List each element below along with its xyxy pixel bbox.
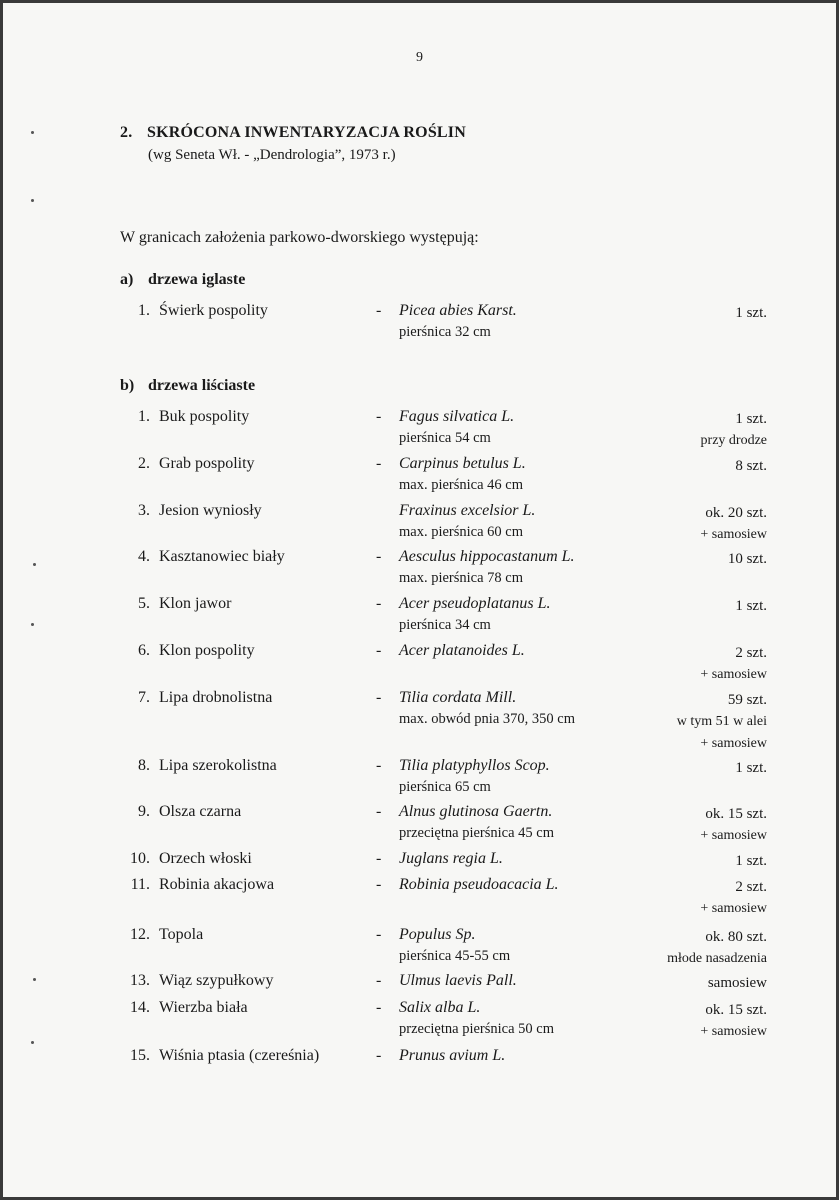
common-name: Olsza czarna — [159, 803, 242, 820]
row-number: 3. — [138, 502, 150, 519]
quantity-line: młode nasadzenia — [667, 951, 767, 966]
row-number: 5. — [138, 595, 150, 612]
heading-source: (wg Seneta Wł. - „Dendrologia”, 1973 r.) — [148, 147, 396, 163]
latin-name: Juglans regia L. — [399, 850, 503, 867]
quantity-line: ok. 15 szt. — [705, 1002, 767, 1018]
latin-name: Picea abies Karst. — [399, 302, 517, 319]
scan-speck — [31, 1041, 34, 1044]
category-heading — [120, 271, 245, 289]
quantity-line: + samosiew — [700, 736, 767, 751]
dash-separator: - — [376, 302, 382, 319]
quantity-line: 59 szt. — [727, 692, 767, 708]
quantity-cell — [735, 595, 767, 617]
quantity-cell — [735, 302, 767, 324]
dash-separator: - — [376, 876, 382, 893]
dash-separator: - — [376, 850, 382, 867]
common-name: Klon jawor — [159, 595, 232, 612]
common-name: Wiąz szypułkowy — [159, 972, 274, 989]
dash-separator: - — [376, 548, 382, 565]
measurement-note: pierśnica 34 cm — [399, 617, 491, 633]
measurement-note: pierśnica 32 cm — [399, 324, 491, 340]
dash-separator: - — [376, 1047, 382, 1064]
quantity-cell — [735, 850, 767, 872]
measurement-note: pierśnica 45-55 cm — [399, 948, 511, 964]
dash-separator: - — [376, 757, 382, 774]
scan-speck — [31, 131, 34, 134]
dash-separator: - — [376, 642, 382, 659]
quantity-line: 1 szt. — [735, 760, 767, 776]
category-letter: b) — [120, 377, 135, 394]
section-heading — [120, 124, 466, 142]
common-name: Topola — [159, 926, 204, 943]
scan-speck — [31, 623, 34, 626]
quantity-cell — [700, 803, 767, 847]
row-number: 12. — [130, 926, 150, 943]
latin-name: Aesculus hippocastanum L. — [399, 548, 575, 565]
common-name: Lipa drobnolistna — [159, 689, 273, 706]
quantity-line: + samosiew — [700, 667, 767, 682]
quantity-cell — [667, 926, 767, 970]
common-name: Jesion wyniosły — [159, 502, 262, 519]
quantity-cell — [700, 876, 767, 920]
latin-name: Populus Sp. — [399, 926, 476, 943]
latin-name: Carpinus betulus L. — [399, 455, 526, 472]
quantity-line: 1 szt. — [735, 853, 767, 869]
intro-paragraph: W granicach założenia parkowo-dworskiego występują: — [120, 229, 479, 246]
quantity-line: w tym 51 w alei — [676, 714, 767, 729]
row-number: 11. — [130, 876, 150, 893]
quantity-line: 2 szt. — [735, 879, 767, 895]
quantity-line: 1 szt. — [735, 305, 767, 321]
quantity-line: + samosiew — [700, 1024, 767, 1039]
common-name: Orzech włoski — [159, 850, 252, 867]
dash-separator: - — [376, 926, 382, 943]
common-name: Robinia akacjowa — [159, 876, 275, 893]
quantity-cell — [735, 455, 767, 477]
quantity-cell — [700, 642, 767, 686]
category-heading — [120, 377, 255, 395]
latin-name: Acer platanoides L. — [399, 642, 525, 659]
row-number: 2. — [138, 455, 150, 472]
category-title: drzewa liściaste — [148, 377, 256, 394]
dash-separator: - — [376, 455, 382, 472]
quantity-cell — [677, 689, 767, 755]
quantity-cell — [735, 757, 767, 779]
quantity-line: ok. 20 szt. — [705, 505, 767, 521]
scan-speck — [33, 563, 36, 566]
quantity-line: + samosiew — [700, 901, 767, 916]
latin-name: Prunus avium L. — [399, 1047, 506, 1064]
row-number: 1. — [138, 408, 150, 425]
dash-separator: - — [376, 972, 382, 989]
latin-name: Ulmus laevis Pall. — [399, 972, 517, 989]
measurement-note: pierśnica 65 cm — [399, 779, 491, 795]
latin-name: Robinia pseudoacacia L. — [399, 876, 559, 893]
common-name: Wierzba biała — [159, 999, 248, 1016]
common-name: Buk pospolity — [159, 408, 250, 425]
quantity-line: samosiew — [707, 975, 767, 991]
quantity-line: + samosiew — [700, 527, 767, 542]
quantity-line: 1 szt. — [735, 411, 767, 427]
measurement-note: max. pierśnica 46 cm — [399, 477, 524, 493]
common-name: Kasztanowiec biały — [159, 548, 285, 565]
measurement-note: przeciętna pierśnica 50 cm — [399, 1021, 554, 1037]
measurement-note: max. pierśnica 60 cm — [399, 524, 524, 540]
category-title: drzewa iglaste — [148, 271, 246, 288]
quantity-line: ok. 80 szt. — [705, 929, 767, 945]
row-number: 14. — [130, 999, 150, 1016]
row-number: 4. — [138, 548, 150, 565]
latin-name: Fraxinus excelsior L. — [399, 502, 536, 519]
row-number: 6. — [138, 642, 150, 659]
latin-name: Salix alba L. — [399, 999, 481, 1016]
scan-speck — [31, 199, 34, 202]
row-number: 8. — [138, 757, 150, 774]
document-page — [3, 3, 836, 1197]
row-number: 15. — [130, 1047, 150, 1064]
page-number: 9 — [416, 50, 423, 65]
measurement-note: przeciętna pierśnica 45 cm — [399, 825, 554, 841]
measurement-note: max. pierśnica 78 cm — [399, 570, 524, 586]
heading-title: SKRÓCONA INWENTARYZACJA ROŚLIN — [147, 124, 466, 141]
quantity-line: + samosiew — [700, 828, 767, 843]
scan-speck — [33, 978, 36, 981]
quantity-line: 10 szt. — [727, 551, 767, 567]
row-number: 7. — [138, 689, 150, 706]
dash-separator: - — [376, 689, 382, 706]
row-number: 1. — [138, 302, 150, 319]
dash-separator: - — [376, 408, 382, 425]
latin-name: Tilia platyphyllos Scop. — [399, 757, 550, 774]
latin-name: Fagus silvatica L. — [399, 408, 515, 425]
row-number: 13. — [130, 972, 150, 989]
quantity-line: 1 szt. — [735, 598, 767, 614]
measurement-note: pierśnica 54 cm — [399, 430, 491, 446]
quantity-line: 2 szt. — [735, 645, 767, 661]
quantity-cell — [701, 408, 767, 452]
common-name: Grab pospolity — [159, 455, 255, 472]
quantity-line: 8 szt. — [735, 458, 767, 474]
category-letter: a) — [120, 271, 134, 288]
common-name: Klon pospolity — [159, 642, 255, 659]
quantity-cell — [728, 548, 767, 570]
quantity-cell — [700, 502, 767, 546]
dash-separator: - — [376, 999, 382, 1016]
quantity-cell — [708, 972, 767, 994]
common-name: Wiśnia ptasia (czereśnia) — [159, 1047, 320, 1064]
common-name: Lipa szerokolistna — [159, 757, 277, 774]
latin-name: Alnus glutinosa Gaertn. — [399, 803, 553, 820]
measurement-note: max. obwód pnia 370, 350 cm — [399, 711, 575, 727]
quantity-cell — [700, 999, 767, 1043]
dash-separator: - — [376, 595, 382, 612]
common-name: Świerk pospolity — [159, 302, 268, 319]
quantity-line: ok. 15 szt. — [705, 806, 767, 822]
row-number: 9. — [138, 803, 150, 820]
latin-name: Acer pseudoplatanus L. — [399, 595, 551, 612]
latin-name: Tilia cordata Mill. — [399, 689, 517, 706]
quantity-line: przy drodze — [700, 433, 767, 448]
heading-number: 2. — [120, 124, 133, 141]
dash-separator: - — [376, 803, 382, 820]
row-number: 10. — [130, 850, 150, 867]
